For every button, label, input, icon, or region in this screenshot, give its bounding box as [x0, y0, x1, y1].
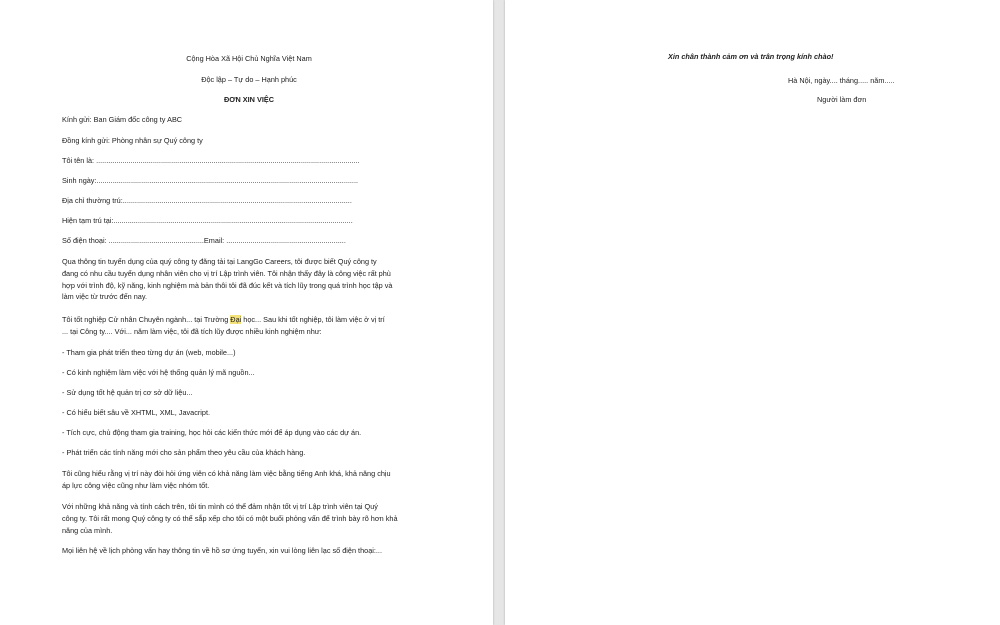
closing-line: Xin chân thành cảm ơn và trân trọng kính chào! [668, 52, 834, 61]
paragraph-education [62, 314, 438, 338]
bullet-item: - Sử dụng tốt hệ quản trị cơ sở dữ liệu... [62, 388, 193, 397]
document-title: ĐƠN XIN VIỆC [223, 95, 274, 104]
paragraph-request [62, 501, 438, 536]
paragraph-line: năng của mình. [62, 525, 113, 535]
permanent-address-field: Địa chỉ thường trú:................................................................................................................. [62, 196, 352, 205]
paragraph-line: Qua thông tin tuyển dụng của quý công ty đăng tải tại LangGo Careers, tôi được biết Quý công ty [62, 257, 377, 266]
paragraph-intro [62, 256, 438, 303]
paragraph-contact: Mọi liên hệ về lịch phỏng vấn hay thông tin về hồ sơ ứng tuyển, xin vui lòng liên lạc số điện thoại:... [62, 546, 382, 555]
paragraph-line: Tôi cũng hiểu rằng vị trí này đòi hỏi ứng viên có khả năng làm việc bằng tiếng Anh khá, khả năng chịu [62, 469, 391, 478]
bullet-item: - Có hiểu biết sâu về XHTML, XML, Javacript. [62, 408, 211, 417]
birthdate-field: Sinh ngày:................................................................................................................................. [62, 176, 359, 185]
name-field: Tôi tên là: .................................................................................................................................. [62, 156, 360, 165]
paragraph-line: ... tại Công ty.... Với... năm làm việc, tôi đã tích lũy được nhiều kinh nghiệm như: [62, 326, 322, 336]
national-motto: Cộng Hòa Xã Hội Chủ Nghĩa Việt Nam [186, 54, 312, 63]
paragraph-line: hợp với trình độ, kỹ năng, kinh nghiệm mà bản thôi tôi đã đúc kết và tích lũy trong quá trình học tập và [62, 280, 393, 290]
paragraph-line: Với những khả năng và tính cách trên, tôi tin mình có thể đảm nhận tốt vị trí Lập trình viên tại Quý [62, 502, 378, 511]
paragraph-line: làm việc từ trước đến nay. [62, 292, 147, 302]
bullet-item: - Có kinh nghiệm làm việc với hệ thống quản lý mã nguồn... [62, 368, 255, 377]
paragraph-line: áp lực công việc cũng như làm việc nhóm tốt. [62, 480, 210, 490]
text-run: Tôi tốt nghiệp Cử nhân Chuyên ngành... tại Trường [62, 315, 231, 324]
recipient-line: Đồng kính gửi: Phòng nhân sự Quý công ty [62, 136, 203, 145]
bullet-item: - Tích cực, chủ động tham gia training, học hỏi các kiến thức mới để áp dụng vào các dự án. [62, 428, 362, 437]
document-page-2[interactable] [505, 0, 1000, 625]
paragraph-english-skill [62, 468, 438, 492]
text-run: học... Sau khi tốt nghiệp, tôi làm việc ở vị trí [241, 315, 385, 324]
paragraph-line [62, 314, 438, 326]
bullet-item: - Tham gia phát triển theo từng dự án (web, mobile...) [62, 348, 236, 357]
document-page-1[interactable] [0, 0, 493, 625]
bullet-item: - Phát triển các tính năng mới cho sản phẩm theo yêu cầu của khách hàng. [62, 448, 306, 457]
paragraph-line: công ty. Tôi rất mong Quý công ty có thể sắp xếp cho tôi có một buổi phỏng vấn để trình bày rõ hơn khả [62, 513, 398, 523]
current-address-field: Hiện tạm trú tại:...................................................................................................................... [62, 216, 353, 225]
recipient-line: Kính gửi: Ban Giám đốc công ty ABC [62, 115, 183, 124]
motto-subtitle: Độc lập – Tự do – Hạnh phúc [201, 75, 297, 84]
phone-email-field: Số điện thoại: ...............................................Email: ........................................................... [62, 236, 346, 245]
signer-label: Người làm đơn [817, 95, 867, 104]
paragraph-line: đang có nhu cầu tuyển dụng nhân viên cho vị trí Lập trình viên. Tôi nhận thấy đây là công việc rất phù [62, 268, 391, 278]
place-date-line: Hà Nội, ngày.... tháng..... năm..... [788, 76, 895, 85]
highlighted-text: Đại [230, 315, 242, 324]
